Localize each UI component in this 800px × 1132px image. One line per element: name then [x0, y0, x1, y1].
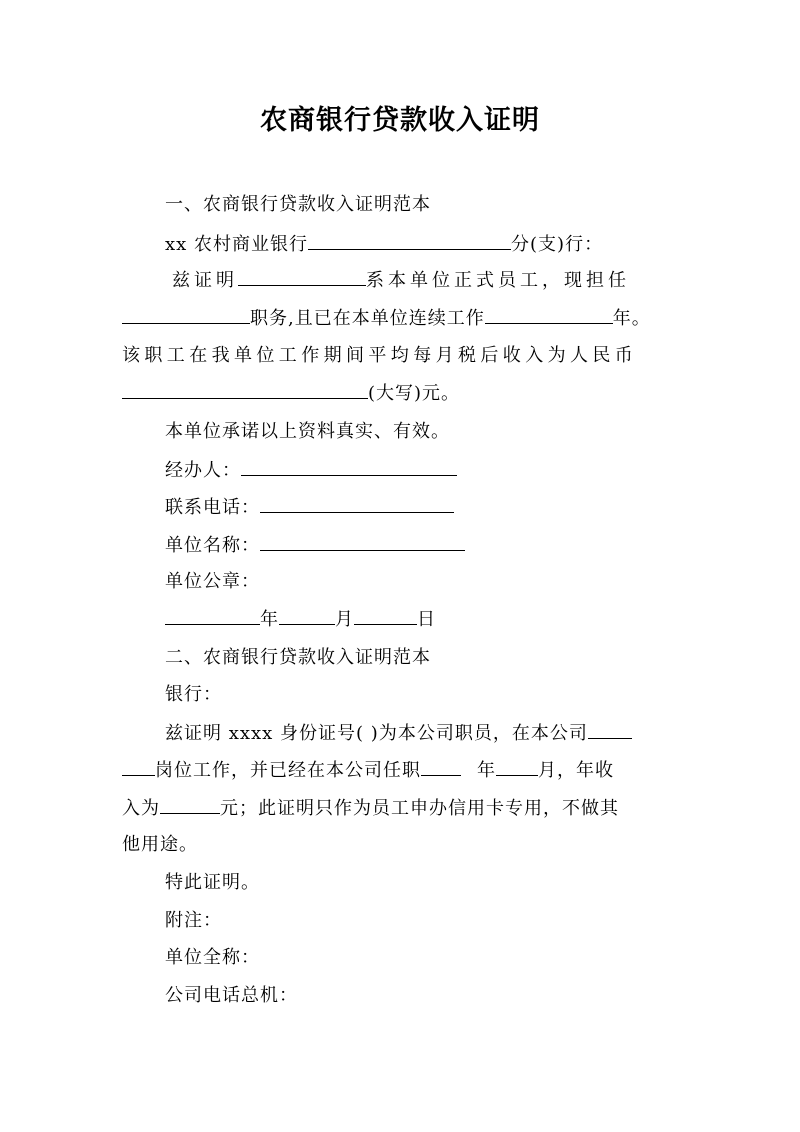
certify-line-1 [172, 267, 630, 294]
s2-position-blank-b [122, 757, 155, 776]
s2-certify-text-e: 元；此证明只作为员工申办信用卡专用，不做其 [220, 798, 619, 819]
handler-label: 经办人： [165, 460, 241, 481]
s2-certify-line-3 [122, 795, 619, 822]
month-label: 月 [335, 609, 354, 630]
addressee-suffix: 分(支)行： [511, 234, 604, 255]
unit-name-line [165, 532, 465, 559]
addressee-line [165, 231, 603, 258]
day-blank [354, 606, 417, 625]
certify-text-c: 职务,且已在本单位连续工作 [250, 308, 485, 329]
handler-line [165, 457, 457, 484]
s2-certify-text-b: 岗位工作，并已经在本公司任职 [155, 760, 421, 781]
position-blank [122, 305, 250, 324]
handler-blank [241, 457, 457, 476]
branch-blank [308, 231, 511, 250]
certify-statement: 特此证明。 [165, 872, 260, 893]
document-title: 农商银行贷款收入证明 [260, 105, 540, 136]
section-1-heading: 一、农商银行贷款收入证明范本 [165, 194, 431, 215]
phone-blank [260, 494, 454, 513]
phone-label: 联系电话： [165, 497, 260, 518]
date-line [165, 606, 436, 633]
s2-months-blank [496, 757, 538, 776]
amount-blank [122, 380, 368, 399]
certify-line-3: 该职工在我单位工作期间平均每月税后收入为人民币 [122, 345, 638, 366]
month-blank [279, 606, 335, 625]
bank-line: 银行： [165, 684, 222, 705]
phone-line [165, 494, 454, 521]
s2-years-blank [421, 757, 461, 776]
unit-name-label: 单位名称： [165, 535, 260, 556]
certify-line-4 [122, 380, 460, 407]
s2-certify-text-c: 月，年收 [538, 760, 614, 781]
year-blank [165, 606, 260, 625]
s2-certify-text-d: 入为 [122, 798, 160, 819]
promise-line: 本单位承诺以上资料真实、有效。 [165, 421, 450, 442]
unit-name-blank [260, 532, 465, 551]
certify-line-2 [122, 305, 651, 332]
certify-text-a: 兹证明 [172, 270, 238, 291]
s2-certify-line-1 [165, 720, 632, 747]
addressee-prefix: xx 农村商业银行 [165, 234, 309, 255]
s2-year-label: 年 [477, 760, 496, 781]
section-2-heading: 二、农商银行贷款收入证明范本 [165, 647, 431, 668]
certify-text-d: 年。 [612, 308, 651, 329]
year-label: 年 [260, 609, 279, 630]
name-blank [238, 267, 366, 286]
day-label: 日 [417, 609, 436, 630]
s2-certify-line-2 [122, 757, 614, 784]
s2-certify-line-4: 他用途。 [122, 834, 198, 855]
unit-full-name-line: 单位全称： [165, 947, 260, 968]
certify-text-b: 系本单位正式员工，现担任 [366, 270, 630, 291]
note-line: 附注： [165, 910, 222, 931]
certify-text-e: (大写)元。 [368, 383, 461, 404]
company-phone-line: 公司电话总机： [165, 985, 298, 1006]
s2-position-blank-a [588, 720, 632, 739]
seal-line: 单位公章： [165, 571, 260, 592]
s2-certify-text-a: 兹证明 xxxx 身份证号( )为本公司职员，在本公司 [165, 723, 588, 744]
years-blank [485, 305, 613, 324]
s2-income-blank [160, 795, 220, 814]
